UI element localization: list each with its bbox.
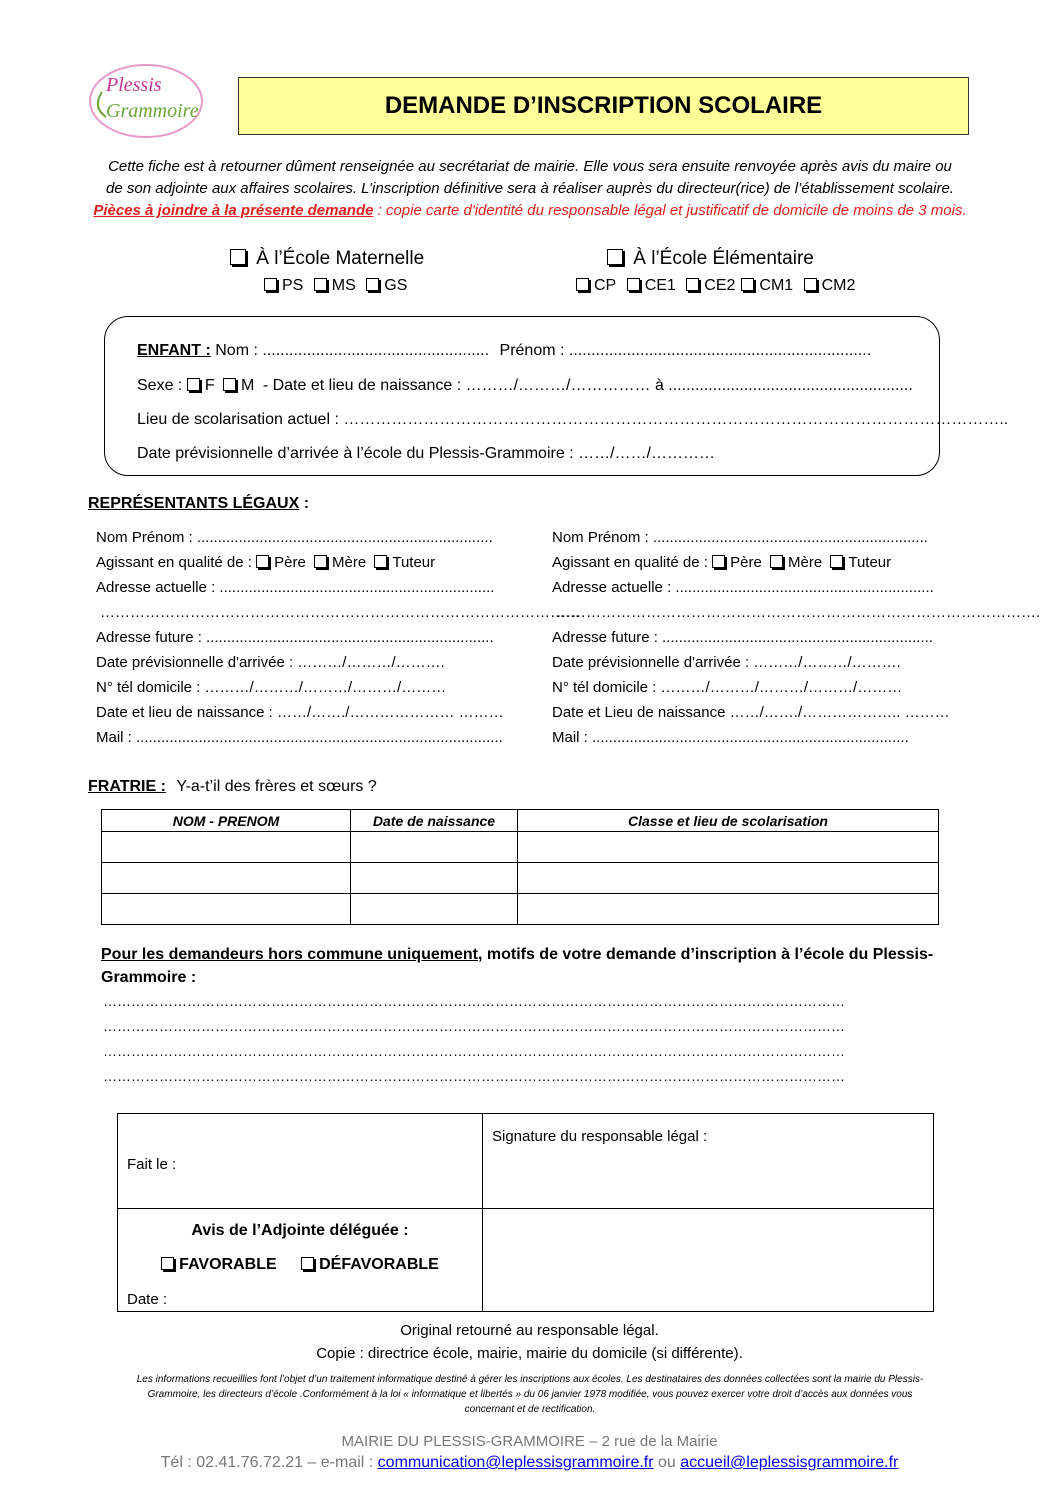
maternelle-label: À l’École Maternelle [256,248,425,269]
checkbox-icon[interactable] [256,555,269,568]
rep1-arrivee[interactable]: Date prévisionnelle d'arrivée : ………/………/………. [96,654,445,671]
maternelle-levels [264,277,413,295]
fratrie-table [101,809,939,925]
checkbox-icon[interactable] [314,278,327,291]
checkbox-icon[interactable] [804,278,817,291]
checkbox-icon[interactable] [686,278,699,291]
motif-line[interactable]: …………………………………………………………………………………………………………………………………………… [103,1068,845,1084]
rep1-tel[interactable]: N° tél domicile : ………/………/………/………/……… [96,679,447,696]
rep1-qualite [96,554,435,571]
checkbox-icon[interactable] [741,278,754,291]
level-cm2: CM2 [821,277,856,294]
rep1-nom[interactable]: Nom Prénom : ....................................................................... [96,529,493,546]
enfant-arrivee-field[interactable]: Date prévisionnelle d’arrivée à l’école du Plessis-Grammoire : ……/……/………… [137,445,715,462]
table-cell[interactable] [351,863,518,894]
level-ce1: CE1 [644,277,676,294]
signature-cell[interactable] [483,1114,934,1209]
avis-cell [118,1209,483,1312]
rep2-mail[interactable]: Mail : ............................................................................ [552,729,909,746]
checkbox-icon[interactable] [627,278,640,291]
motif-line[interactable]: …………………………………………………………………………………………………………………………………………… [103,1043,845,1059]
email-accueil-link[interactable]: accueil@leplessisgrammoire.fr [680,1454,899,1471]
option-ecole-maternelle[interactable] [230,248,424,270]
checkbox-icon[interactable] [712,555,725,568]
table-cell[interactable] [102,894,351,925]
rep2-tel[interactable]: N° tél domicile : ………/………/………/………/……… [552,679,903,696]
fratrie-question: Y-a-t’il des frères et sœurs ? [176,778,377,795]
sexe-m: M [241,377,255,394]
avis-title: Avis de l’Adjointe déléguée : [191,1222,409,1239]
table-cell[interactable] [518,863,939,894]
pieces-a-joindre [40,202,1020,219]
pieces-text: : copie carte d'identité du responsable légal et justificatif de domicile de moins de 3 mois. [373,202,967,219]
sexe-label: Sexe : [137,377,183,394]
checkbox-icon[interactable] [223,378,236,391]
footer-ou: ou [653,1454,681,1471]
checkbox-icon[interactable] [264,278,277,291]
enfant-nom-row [137,342,871,360]
rep1-adresse-2[interactable]: …………………………………………………………………………………… [100,604,580,621]
pieces-label: Pièces à joindre à la présente demande [93,202,374,219]
rep1-adresse[interactable]: Adresse actuelle : .................................................................. [96,579,495,596]
rep2-pere: Père [730,554,762,571]
rep2-mere: Mère [787,554,823,571]
level-cm1: CM1 [759,277,794,294]
rep1-mail[interactable]: Mail : ........................................................................................ [96,729,503,746]
footer-address: MAIRIE DU PLESSIS-GRAMMOIRE – 2 rue de la Mairie [341,1433,718,1450]
checkbox-icon[interactable] [607,249,623,265]
rep1-tuteur: Tuteur [392,554,436,571]
logo-text-grammoire: Grammoire [106,100,199,122]
motif-line[interactable]: …………………………………………………………………………………………………………………………………………… [103,1018,845,1034]
favorable-label: FAVORABLE [179,1256,277,1273]
enfant-label: ENFANT : [137,342,211,359]
table-cell[interactable] [102,863,351,894]
table-header-row [102,810,939,832]
checkbox-icon[interactable] [161,1257,174,1270]
checkbox-icon[interactable] [830,555,843,568]
fait-le-cell[interactable] [118,1114,483,1209]
checkbox-icon[interactable] [301,1257,314,1270]
hors-commune-line-2: Grammoire : [101,969,197,986]
enfant-prenom-field[interactable]: Prénom : .................................................................... [499,342,872,359]
hors-commune-label: Pour les demandeurs hors commune uniquement [101,946,478,963]
sexe-f: F [204,377,215,394]
table-cell[interactable] [351,832,518,863]
representants-title [88,495,309,513]
rep2-nom[interactable]: Nom Prénom : .................................................................. [552,529,928,546]
legal-line-1: Les informations recueillies font l’objet d’un traitement informatique destiné à gérer les inscriptions aux écoles. Les destinataires des données collectées sont la mairie du Plessis- [136,1374,924,1385]
enfant-sexe-row [137,377,913,395]
table-cell[interactable] [518,832,939,863]
rep2-naissance[interactable]: Date et Lieu de naissance ……/……./……………….. ……… [552,704,950,721]
rep2-qualite [552,554,891,571]
option-ecole-elementaire[interactable] [607,248,814,270]
email-communication-link[interactable]: communication@leplessisgrammoire.fr [377,1454,654,1471]
enfant-lieu-field[interactable]: Lieu de scolarisation actuel : …………………………………………………………………………………………………………….. [137,411,1009,428]
table-row [102,863,939,894]
rep2-arrivee[interactable]: Date prévisionnelle d'arrivée : ………/………/………. [552,654,901,671]
enfant-naissance-field[interactable]: - Date et lieu de naissance : ………/………/…………… à ....................................................... [262,377,913,394]
motif-line[interactable]: …………………………………………………………………………………………………………………………………………… [103,993,845,1009]
rep2-tuteur: Tuteur [848,554,892,571]
enfant-nom-field[interactable]: Nom : ................................................... [215,342,490,359]
signature-label: Signature du responsable légal : [492,1128,708,1145]
hors-commune-line-1 [101,946,933,964]
rep1-mere: Mère [331,554,367,571]
intro-line-2: de son adjointe aux affaires scolaires. L’inscription définitive sera à réaliser auprès du directeur(rice) de l’établissement scolaire. [106,180,954,197]
checkbox-icon[interactable] [187,378,200,391]
fratrie-heading [88,778,377,796]
avis-signature-cell[interactable] [483,1209,934,1312]
header-date-naissance: Date de naissance [351,810,518,832]
intro-line-1: Cette fiche est à retourner dûment renseignée au secrétariat de mairie. Elle vous sera ensuite renvoyée après avis du maire ou [108,158,952,175]
footer-contact [0,1454,1059,1472]
level-ms: MS [331,277,356,294]
avis-options [118,1256,482,1274]
rep1-qualite-label: Agissant en qualité de : [96,554,252,571]
rep2-adresse[interactable]: Adresse actuelle : .............................................................. [552,579,934,596]
retour-line-1: Original retourné au responsable légal. [400,1322,659,1339]
checkbox-icon[interactable] [366,278,379,291]
level-gs: GS [384,277,408,294]
header-nom-prenom: NOM - PRENOM [102,810,351,832]
level-cp: CP [594,277,617,294]
table-row [102,894,939,925]
rep1-pere: Père [274,554,306,571]
date-label: Date : [127,1291,168,1308]
representants-title-text: REPRÉSENTANTS LÉGAUX [88,495,300,512]
logo-text-plessis: Plessis [106,74,162,96]
level-ps: PS [282,277,304,294]
checkbox-icon[interactable] [230,249,246,265]
page-title: DEMANDE D’INSCRIPTION SCOLAIRE [238,77,969,135]
legal-line-3: concernant et de rectification. [464,1404,596,1415]
rep2-future[interactable]: Adresse future : ................................................................. [552,629,933,646]
rep2-qualite-label: Agissant en qualité de : [552,554,708,571]
rep2-adresse-2[interactable]: ……………………………………………………………………………………. [556,604,1041,621]
legal-line-2: Grammoire, les directeurs d’école .Conformément à la loi « informatique et libertés » du 06 janvier 1978 modifiée, vous pouvez exercer votre droit d’accès aux données vous [147,1389,913,1400]
checkbox-icon[interactable] [374,555,387,568]
elementaire-levels [576,277,861,295]
defavorable-label: DÉFAVORABLE [319,1256,439,1273]
checkbox-icon[interactable] [770,555,783,568]
header-classe: Classe et lieu de scolarisation [518,810,939,832]
footer-tel: Tél : 02.41.76.72.21 – e-mail : [160,1454,378,1471]
hors-commune-text: , motifs de votre demande d’inscription à l’école du Plessis- [477,946,934,963]
table-cell[interactable] [351,894,518,925]
checkbox-icon[interactable] [576,278,589,291]
level-ce2: CE2 [704,277,736,294]
rep1-naissance[interactable]: Date et lieu de naissance : ……/……./………………… ……… [96,704,504,721]
retour-line-2: Copie : directrice école, mairie, mairie du domicile (si différente). [316,1345,743,1362]
table-cell[interactable] [518,894,939,925]
elementaire-label: À l’École Élémentaire [633,248,814,269]
signature-table [117,1113,934,1312]
table-cell[interactable] [102,832,351,863]
table-row [102,832,939,863]
checkbox-icon[interactable] [314,555,327,568]
representants-title-suffix: : [299,495,310,512]
fait-le-label: Fait le : [127,1156,177,1173]
fratrie-title: FRATRIE : [88,778,166,795]
rep1-future[interactable]: Adresse future : ..................................................................... [96,629,494,646]
